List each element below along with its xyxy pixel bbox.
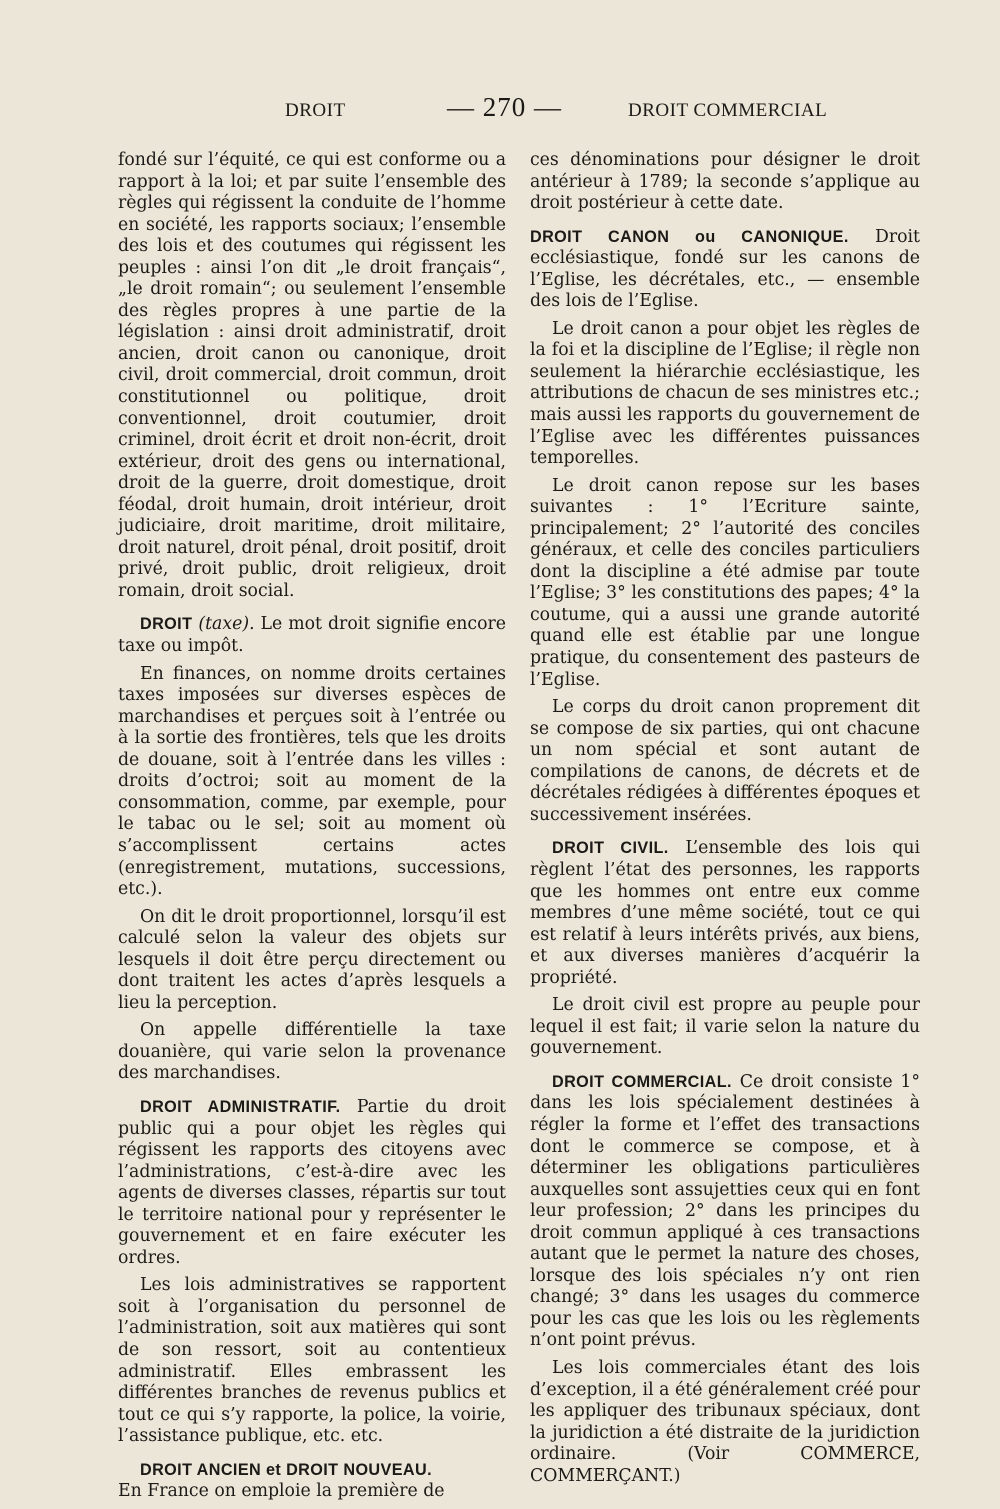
page-number: — 270 — bbox=[447, 92, 562, 122]
entry-heading-sub: (taxe). bbox=[198, 614, 255, 635]
paragraph: Le droit canon a pour objet les règles de la foi et la discipline de l’Eglise; il règle non seulement la hiérarchie ecclésiastique, les attributions de chacun de ses ministres etc.; mais aussi les rapports du gouvernement de l’Eglise avec les différentes puissances temporelles. bbox=[530, 318, 920, 469]
right-column bbox=[530, 150, 920, 1493]
entry-text: Ce droit consiste 1° dans les lois spécialement destinées à régler la forme et l’effet des transactions dont le commerce se compose, et à déterminer les obligations particulières auxquelles sont assujetties ceux qui en font leur profession; 2° dans les principes du droit commun appliqué à ces transactions autant que le permet la nature des choses, lorsque des lois spéciales n’y ont rien changé; 3° dans les usages du commerce pour les cas que les lois ou les règlements n’ont point prévus. bbox=[530, 1071, 921, 1351]
paragraph: fondé sur l’équité, ce qui est conforme ou a rapport à la loi; et par suite l’ensemble des règles qui régissent la conduite de l’homme en société, les rapports sociaux; l’ensemble des lois et des coutumes qui régissent les peuples : ainsi l’on dit „le droit français“, „le droit romain“; ou seulement l’ensemble des règles propres à une partie de la législation : ainsi droit administratif, droit ancien, droit canon ou canonique, droit civil, droit commercial, droit commun, droit constitutionnel ou politique, droit conventionnel, droit coutumier, droit criminel, droit écrit et droit non-écrit, droit extérieur, droit des gens ou international, droit de la guerre, droit domestique, droit féodal, droit humain, droit intérieur, droit judiciaire, droit maritime, droit militaire, droit naturel, droit pénal, droit positif, droit privé, droit public, droit religieux, droit romain, droit social. bbox=[118, 150, 506, 601]
entry-text: L’ensemble des lois qui règlent l’état des personnes, les rapports que les hommes ont entre eux comme membres d’une même société, tout ce qui est relatif à leurs intérêts privés, aux biens, et aux diverses manières d’acquérir la propriété. bbox=[530, 838, 920, 988]
entry-text: En France on emploie la première de bbox=[118, 1481, 445, 1502]
entry-droit-taxe bbox=[118, 614, 506, 657]
entry-droit-civil bbox=[530, 838, 920, 989]
entry-heading: DROIT bbox=[140, 615, 193, 634]
entry-droit-commercial bbox=[530, 1072, 920, 1352]
paragraph: Les lois commerciales étant des lois d’exception, il a été généralement créé pour les appliquer des tribunaux spéciaux, dont la juridiction a été distraite de la juridiction ordinaire. (Voir COMMERCE, COMMERÇANT.) bbox=[530, 1357, 920, 1486]
entry-text: Droit ecclésiastique, fondé sur les canons de l’Eglise, les décrétales, etc., — ensemble des lois de l’Eglise. bbox=[530, 226, 920, 312]
paragraph: On dit le droit proportionnel, lorsqu’il est calculé selon la valeur des objets sur lesquels il doit être perçu directement ou dont traitent les actes d’après lesquels a lieu la perception. bbox=[118, 906, 506, 1013]
entry-droit-administratif bbox=[118, 1097, 506, 1269]
paragraph: Le droit canon repose sur les bases suivantes : 1° l’Ecriture sainte, principalement; 2° l’autorité des conciles généraux, et celle des conciles particuliers dont la discipline a été admise par toute l’Eglise; 3° les constitutions des papes; 4° la coutume, qui a aussi une grande autorité quand elle est établie par une longue pratique, du consentement des pasteurs de l’Eglise. bbox=[530, 475, 920, 690]
header-right: DROIT COMMERCIAL bbox=[628, 100, 828, 121]
paragraph: ces dénominations pour désigner le droit antérieur à 1789; la seconde s’applique au droit postérieur à cette date. bbox=[530, 150, 920, 214]
entry-heading: DROIT ADMINISTRATIF. bbox=[140, 1097, 341, 1116]
paragraph: En finances, on nomme droits certaines taxes imposées sur diverses espèces de marchandises et perçues soit à l’entrée ou à la sortie des frontières, tels que les droits de douane, soit à l’entrée dans les villes : droits d’octroi; soit au moment de la consommation, comme, par exemple, pour le tabac ou le sel; soit au moment où s’accomplissent certains actes (enregistrement, mutations, successions, etc.). bbox=[118, 663, 506, 900]
entry-heading: DROIT CIVIL. bbox=[552, 839, 669, 858]
paragraph: Le corps du droit canon proprement dit se compose de six parties, qui ont chacune un nom spécial et sont autant de compilations de canons, de décrets et de décrétales rédigées à différentes époques et successivement insérées. bbox=[530, 697, 920, 825]
header-left: DROIT bbox=[285, 100, 346, 121]
entry-heading: DROIT ANCIEN et DROIT NOUVEAU. bbox=[140, 1460, 432, 1479]
entry-droit-canon bbox=[530, 227, 920, 313]
paragraph: Le droit civil est propre au peuple pour lequel il est fait; il varie selon la nature du gouvernement. bbox=[530, 995, 920, 1059]
entry-text: Partie du droit public qui a pour objet les règles qui régissent les rapports des citoyens avec l’administrations, c’est-à-dire avec les agents de diverses classes, répartis sur tout le territoire national pour y représenter le gouvernement et en faire exécuter les ordres. bbox=[118, 1096, 506, 1268]
paragraph: Les lois administratives se rapportent soit à l’organisation du personnel de l’administration, soit aux matières qui sont de son ressort, soit au contentieux administratif. Elles embrassent les différentes branches de revenus publics et tout ce qui s’y rapporte, la police, la voirie, l’assistance publique, etc. etc. bbox=[118, 1275, 506, 1447]
running-header bbox=[0, 92, 1000, 132]
paragraph: On appelle différentielle la taxe douanière, qui varie selon la provenance des marchandises. bbox=[118, 1020, 506, 1084]
entry-heading: DROIT COMMERCIAL. bbox=[552, 1072, 732, 1091]
entry-heading: DROIT CANON ou CANONIQUE. bbox=[530, 227, 849, 246]
entry-text: Le mot droit signifie encore taxe ou impôt. bbox=[118, 614, 506, 657]
left-column bbox=[118, 150, 506, 1509]
entry-droit-ancien bbox=[118, 1460, 506, 1503]
